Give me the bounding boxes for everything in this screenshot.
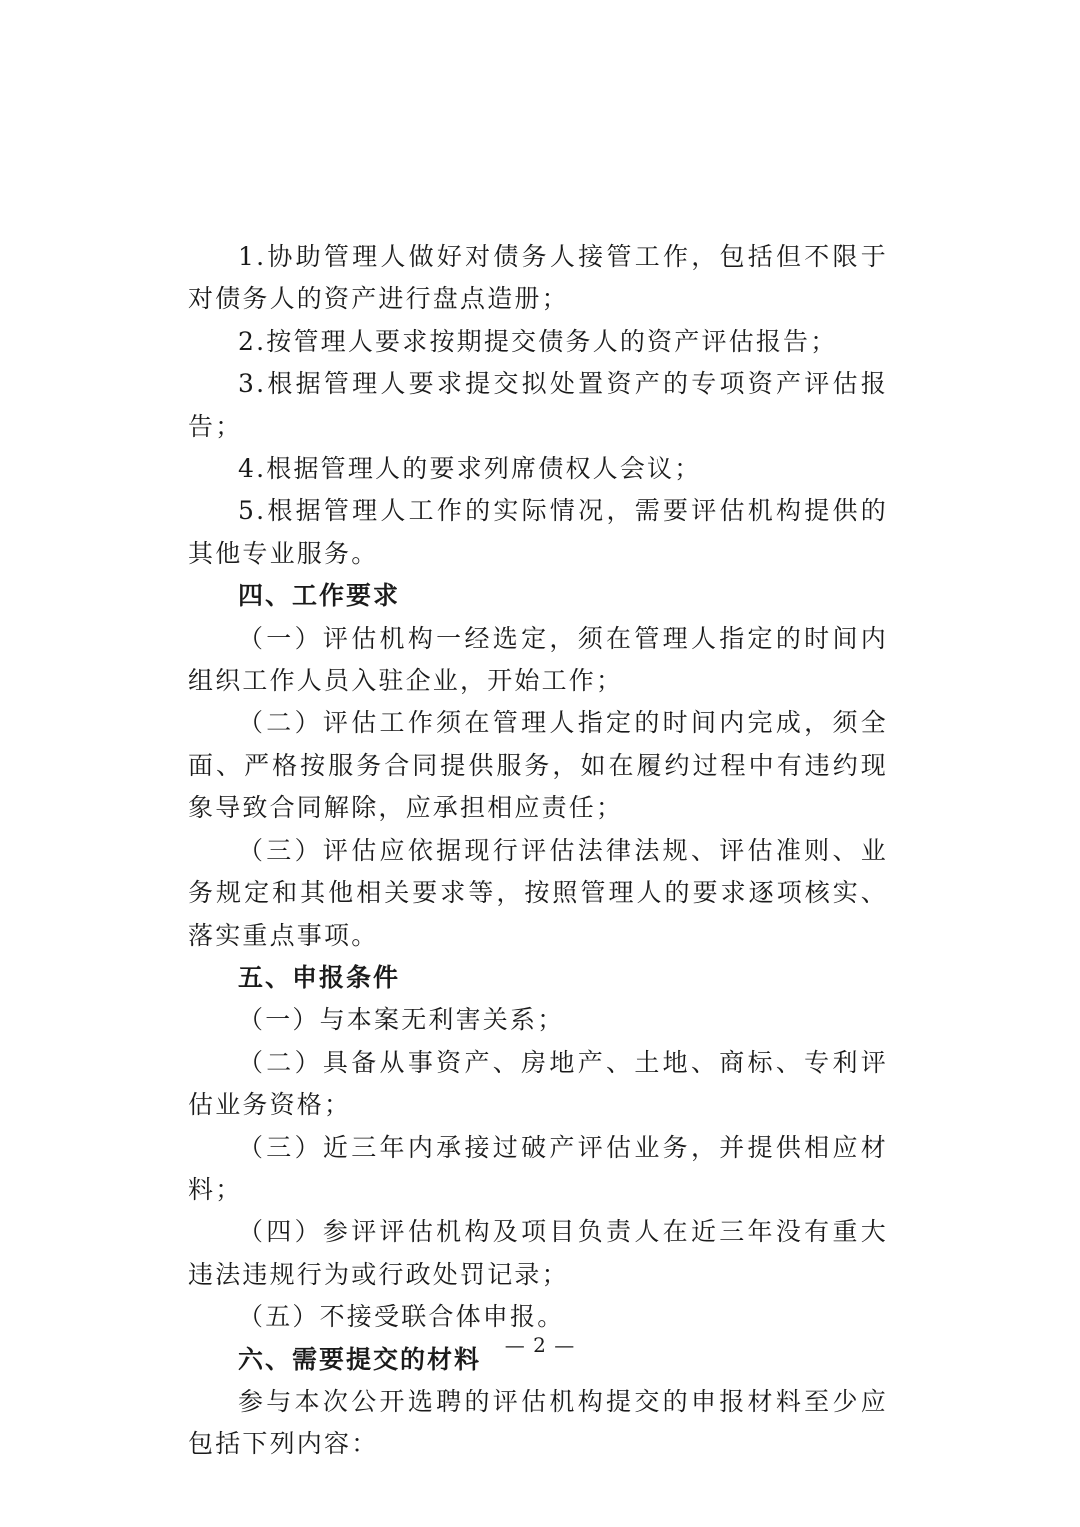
paragraph-item-4: 4.根据管理人的要求列席债权人会议； <box>238 454 702 484</box>
section-heading-work-requirements: 四、工作要求 <box>238 581 401 611</box>
paragraph-item-5: 5.根据管理人工作的实际情况，需要评估机构提供的其他专业服务。 <box>188 496 888 568</box>
paragraph-condition-2: （二）具备从事资产、房地产、土地、商标、专利评估业务资格； <box>188 1047 888 1120</box>
paragraph-condition-1: （一）与本案无利害关系； <box>238 1005 565 1035</box>
section-heading-required-materials: 六、需要提交的材料 <box>238 1344 482 1374</box>
paragraph-item-2: 2.按管理人要求按期提交债务人的资产评估报告； <box>238 326 838 356</box>
paragraph-condition-5: （五）不接受联合体申报。 <box>238 1302 565 1332</box>
paragraph-item-1: 1.协助管理人做好对债务人接管工作，包括但不限于对债务人的资产进行盘点造册； <box>188 242 888 314</box>
paragraph-requirement-1: （一）评估机构一经选定，须在管理人指定的时间内组织工作人员入驻企业，开始工作； <box>188 623 888 696</box>
paragraph-condition-3: （三）近三年内承接过破产评估业务，并提供相应材料； <box>188 1132 888 1204</box>
document-body <box>188 236 888 1466</box>
paragraph-condition-4: （四）参评评估机构及项目负责人在近三年没有重大违法违规行为或行政处罚记录； <box>188 1217 888 1289</box>
paragraph-item-3: 3.根据管理人要求提交拟处置资产的专项资产评估报告； <box>188 369 888 441</box>
paragraph-requirement-3: （三）评估应依据现行评估法律法规、评估准则、业务规定和其他相关要求等，按照管理人的要求逐项核实、落实重点事项。 <box>188 835 888 950</box>
page-number: — 2 — <box>504 1333 576 1357</box>
paragraph-materials-intro: 参与本次公开选聘的评估机构提交的申报材料至少应包括下列内容： <box>188 1386 888 1459</box>
paragraph-requirement-2: （二）评估工作须在管理人指定的时间内完成，须全面、严格按服务合同提供服务，如在履约过程中有违约现象导致合同解除，应承担相应责任； <box>188 708 888 823</box>
section-heading-application-conditions: 五、申报条件 <box>238 962 401 992</box>
